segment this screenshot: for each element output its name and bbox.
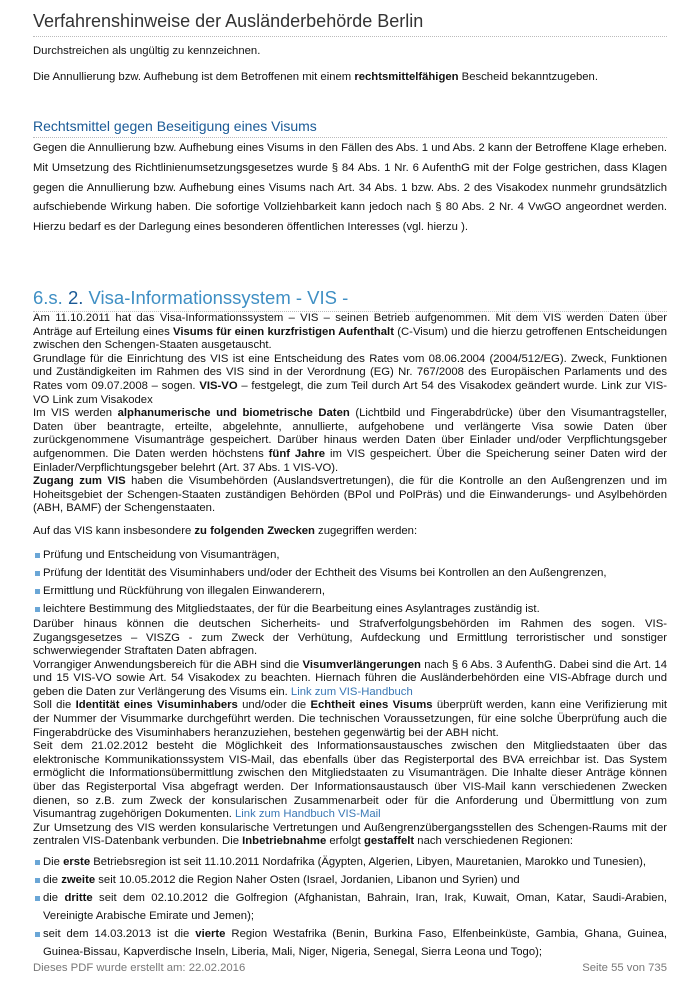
section-heading: 6.s. 2. Visa-Informationssystem - VIS - [33, 287, 349, 308]
link-vis-mail-handbuch[interactable]: Link zum Handbuch VIS-Mail [235, 808, 381, 821]
link-vis-handbuch[interactable]: Link zum VIS-Handbuch [290, 685, 413, 698]
paragraph-vis-data: Im VIS werden alphanumerische und biometrische Daten (Lichtbild und Fingerabdrücke) über den Visumantragsteller, Daten über beantragte, erteilte, abgelehnte, annullierte, aufgehobene und verlängerte Visa sowie Daten über zurückgenommene Visumanträge gespeichert. Darüber hinaus werden Daten über Einlader und/oder Verpflichtungsgeber aufgenommen. Die Daten werden höchstens fünf Jahre im VIS gespeichert. Über die Speicherung seiner Daten wird der Einlader/Verpflichtungsgeber belehrt (Art. 37 Abs. 1 VIS-VO). [33, 407, 668, 474]
intro-line-1: Durchstreichen als ungültig zu kennzeichnen. [33, 45, 261, 57]
header-divider [33, 36, 667, 37]
rechtsmittel-divider [33, 137, 667, 138]
paragraph-rollout: Zur Umsetzung des VIS werden konsularische Vertretungen und Außengrenzübergangsstellen des Schengen-Raums mit der zentralen VIS-Datenbank verbunden. Die Inbetriebnahme erfolgt gestaffelt nach verschiedenen Regionen: [33, 821, 667, 848]
rechtsmittel-heading: Rechtsmittel gegen Beseitigung eines Visums [33, 118, 317, 134]
list-item: die dritte seit dem 02.10.2012 die Golfregion (Afghanistan, Bahrain, Iran, Irak, Kuwait, Oman, Katar, Saudi-Arabien, Vereinigte Arabische Emirate und Jemen); [33, 889, 667, 925]
footer-created-date: Dieses PDF wurde erstellt am: 22.02.2016 [33, 962, 246, 974]
regions-list [33, 853, 667, 961]
list-item: Prüfung der Identität des Visuminhabers und/oder der Echtheit des Visums bei Kontrollen an den Außengrenzen, [33, 564, 667, 582]
paragraph-vis-start: Am 11.10.2011 hat das Visa-Informationssystem – VIS – seinen Betrieb aufgenommen. Mit dem VIS werden Daten über Anträge auf Erteilung eines Visums für einen kurzfristigen Aufenthalt (C-Visum) und die hierzu getroffenen Entscheidungen zwischen den Schengen-Staaten ausgetauscht. [33, 312, 668, 352]
paragraph-extensions: Vorrangiger Anwendungsbereich für die ABH sind die Visumverlängerungen nach § 6 Abs. 3 AufenthG. Dabei sind die Art. 14 und 15 VIS-VO sowie Art. 54 Visakodex zu beachten. Hiernach führen die Ausländerbehörden eine VIS-Abfrage durch und geben die Daten zur Verlängerung des Visums ein. Link zum VIS-Handbuch [33, 658, 667, 698]
list-item: die zweite seit 10.05.2012 die Region Naher Osten (Israel, Jordanien, Libanon und Syrien) und [33, 871, 667, 889]
paragraph-viszg: Darüber hinaus können die deutschen Sicherheits- und Strafverfolgungsbehörden im Rahmen des sogen. VIS-Zugangsgesetzes – VISZG - zum Zweck der Verhütung, Aufdeckung und Ermittlung terroristischer und sonstiger schwerwiegender Straftaten Daten abfragen. [33, 617, 667, 658]
paragraph-vis-basis: Grundlage für die Einrichtung des VIS ist eine Entscheidung des Rates vom 08.06.2004 (2004/512/EG). Zweck, Funktionen und Zuständigkeiten im Rahmen des VIS sind in der Verordnung (EG) Nr. 767/2008 des Europäischen Parlaments und des Rates vom 09.07.2008 – sogen. VIS-VO – festgelegt, die zum Teil durch Art 54 des Visakodex geändert wurde. Link zur VIS-VO Link zum Visakodex [33, 352, 667, 406]
paragraph-vis-mail: Seit dem 21.02.2012 besteht die Möglichkeit des Informationsaustausches zwischen den Mitgliedstaaten über das elektronische Kommunikationssystem VIS-Mail, das ebenfalls über das Registerportal des BVA erreichbar ist. Das System ermöglicht die Informationsübermittlung zwischen den Mitgliedstaaten zu Visumanträgen. Die Inhalte dieser Anträge können über das Registerportal Visa abgefragt werden. Der Informationsaustausch über VIS-Mail kann verschiedenen Zwecken dienen, so z.B. zum Zweck der konsularischen Zusammenarbeit oder für die Anforderung und Übermittlung von zum Visumantrag zugehörigen Dokumenten. Link zum Handbuch VIS-Mail [33, 740, 667, 821]
list-item: Die erste Betriebsregion ist seit 11.10.2011 Nordafrika (Ägypten, Algerien, Libyen, Mauretanien, Marokko und Tunesien), [33, 853, 667, 871]
footer-page-number: Seite 55 von 735 [582, 962, 667, 974]
intro-line-2: Die Annullierung bzw. Aufhebung ist dem Betroffenen mit einem rechtsmittelfähigen Bescheid bekanntzugeben. [33, 71, 598, 83]
list-item: leichtere Bestimmung des Mitgliedstaates, der für die Bearbeitung eines Asylantrages zuständig ist. [33, 600, 667, 618]
rechtsmittel-text: Gegen die Annullierung bzw. Aufhebung eines Visums in den Fällen des Abs. 1 und Abs. 2 kann der Betroffene Klage erheben. Mit Umsetzung des Richtlinienumsetzungsgesetzes wurde § 84 Abs. 1 Nr. 6 AufenthG mit der Folge gestrichen, dass Klagen gegen die Annullierung bzw. Aufhebung eines Visums nach Art. 34 Abs. 1 bzw. Abs. 2 des Visakodex nunmehr grundsätzlich aufschiebende Wirkung haben. Die sofortige Vollziehbarkeit kann jedoch nach § 80 Abs. 2 Nr. 4 VwGO angeordnet werden. Hierzu bedarf es der Darlegung eines besonderen öffentlichen Interesses (vgl. hierzu ). [33, 142, 667, 234]
list-item: Prüfung und Entscheidung von Visumanträgen, [33, 546, 667, 564]
document-header-title: Verfahrenshinweise der Ausländerbehörde Berlin [33, 11, 424, 31]
paragraph-vis-access: Zugang zum VIS haben die Visumbehörden (Auslandsvertretungen), die für die Kontrolle an den Außengrenzen und im Hoheitsgebiet der Schengen-Staaten zuständigen Behörden (BPol und PolPräs) und die Einwanderungs- und Asylbehörden (ABH, BAMF) der Schengenstaaten. [33, 475, 667, 515]
list-item: Ermittlung und Rückführung von illegalen Einwanderern, [33, 582, 667, 600]
paragraph-identity-check: Soll die Identität eines Visuminhabers und/oder die Echtheit eines Visums überprüft werden, kann eine Verifizierung mit der Nummer der Visummarke durchgeführt werden. Die technischen Voraussetzungen, für eine solche Überprüfung auch die Fingerabdrücke des Visuminhabers heranzuziehen, bestehen gegenwärtig bei der ABH nicht. [33, 699, 667, 739]
page-footer [33, 962, 667, 974]
purposes-list [33, 546, 667, 618]
paragraph-vis-purposes-intro: Auf das VIS kann insbesondere zu folgenden Zwecken zugegriffen werden: [33, 524, 418, 537]
list-item: seit dem 14.03.2013 ist die vierte Region Westafrika (Benin, Burkina Faso, Elfenbeinküste, Gambia, Ghana, Guinea, Guinea-Bissau, Kapverdische Inseln, Liberia, Mali, Niger, Nigeria, Senegal, Sierra Leona und Togo); [33, 925, 667, 961]
vis-content [33, 312, 667, 961]
